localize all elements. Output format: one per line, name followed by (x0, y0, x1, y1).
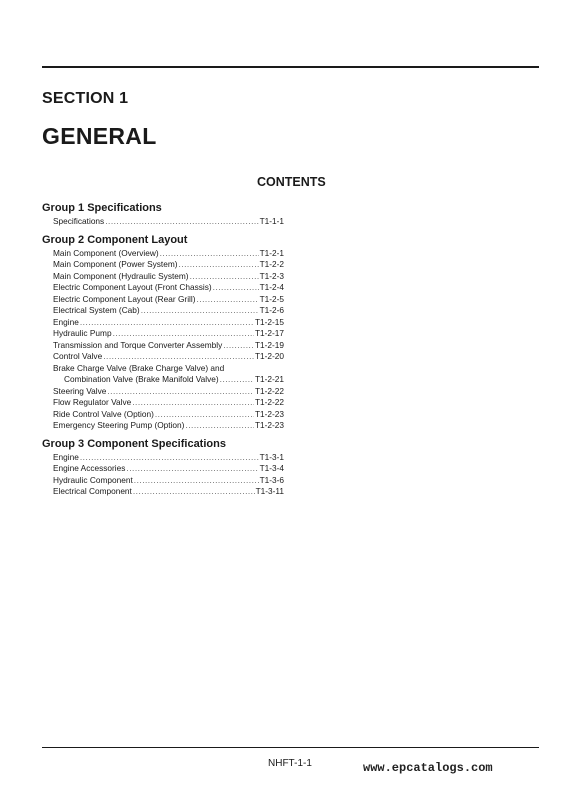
toc-entry-page: T1-1-1 (259, 216, 284, 226)
toc-entry-label-line1[interactable]: Brake Charge Valve (Brake Charge Valve) and (53, 362, 225, 373)
toc-entry[interactable] (42, 351, 284, 363)
toc-entry-page: T1-3-6 (259, 474, 284, 485)
toc-entry-page: T1-2-15 (254, 316, 284, 327)
toc-entry-label: Specifications (53, 216, 105, 226)
toc-entry-page: T1-2-20 (254, 351, 284, 361)
toc-entry-label: Main Component (Overview) (53, 247, 159, 258)
watermark: www.epcatalogs.com (363, 761, 493, 775)
toc-entry-page: T1-2-4 (259, 282, 284, 292)
toc-entry[interactable] (42, 386, 284, 398)
toc-entry[interactable] (42, 317, 284, 329)
toc-entry-label: Electrical Component (53, 486, 132, 496)
leader-dots (107, 386, 254, 398)
leader-dots (190, 271, 259, 283)
toc-entry-label: Electric Component Layout (Rear Grill) (53, 293, 196, 304)
toc-entry[interactable] (42, 248, 284, 260)
toc-entry-label: Ride Control Valve (Option) (53, 408, 154, 419)
toc-entry[interactable] (42, 486, 284, 498)
leader-dots (185, 420, 254, 432)
toc-entry-label: Electrical System (Cab) (53, 305, 140, 315)
toc-entry-label: Hydraulic Pump (53, 328, 112, 338)
leader-dots (223, 340, 254, 352)
toc-entry-page: T1-2-6 (259, 305, 284, 315)
toc-entry[interactable] (42, 294, 284, 306)
toc-entry-label: Combination Valve (Brake Manifold Valve) (64, 374, 219, 384)
toc-entry-label: Main Component (Power System) (53, 259, 178, 269)
toc-entry-label: Flow Regulator Valve (53, 397, 132, 407)
toc-entry-page: T1-2-22 (254, 385, 284, 396)
toc-entry-page: T1-3-4 (259, 463, 284, 473)
toc-entry-label: Steering Valve (53, 385, 107, 396)
toc-entry[interactable] (42, 420, 284, 432)
toc-entry-label: Engine (53, 316, 79, 327)
leader-dots (132, 397, 254, 409)
toc-entry-label: Engine (53, 451, 79, 462)
group-title: Group 3 Component Specifications (42, 437, 226, 450)
toc-entry-page: T1-2-21 (254, 374, 284, 384)
toc-entry-page: T1-2-23 (254, 408, 284, 419)
toc-entry-page: T1-3-1 (259, 451, 284, 462)
toc-entry[interactable] (42, 409, 284, 421)
leader-dots (134, 475, 259, 487)
leader-dots (160, 248, 259, 260)
toc-entry-label: Main Component (Hydraulic System) (53, 270, 189, 281)
toc-entry[interactable] (42, 259, 284, 271)
leader-dots (133, 486, 255, 498)
toc-entry-page: T1-2-17 (254, 328, 284, 338)
leader-dots (213, 282, 259, 294)
leader-dots (155, 409, 254, 421)
group-title: Group 2 Component Layout (42, 233, 188, 246)
section-label: SECTION 1 (42, 90, 129, 107)
toc-entry[interactable] (42, 452, 284, 464)
toc-entry[interactable] (42, 374, 284, 386)
toc-entry[interactable] (42, 340, 284, 352)
toc-entry[interactable] (42, 475, 284, 487)
leader-dots (126, 463, 258, 475)
toc-entry[interactable] (42, 282, 284, 294)
toc-entry-label: Engine Accessories (53, 463, 126, 473)
toc-entry[interactable] (42, 305, 284, 317)
leader-dots (80, 452, 259, 464)
toc-entry[interactable] (42, 271, 284, 283)
toc-entry-label: Hydraulic Component (53, 474, 133, 485)
leader-dots (220, 374, 254, 386)
toc-entry-page: T1-2-19 (254, 339, 284, 350)
section-title: GENERAL (42, 123, 157, 149)
toc-entry[interactable] (42, 328, 284, 340)
page-number: NHFT-1-1 (268, 758, 312, 769)
bottom-divider (42, 747, 539, 748)
toc-entry-page: T1-2-23 (254, 420, 284, 430)
toc-entry-label: Electric Component Layout (Front Chassis) (53, 282, 212, 292)
toc-entry-page: T1-2-22 (254, 397, 284, 407)
toc-entry-label: Control Valve (53, 351, 103, 361)
toc-entry-label: Emergency Steering Pump (Option) (53, 420, 185, 430)
leader-dots (179, 259, 259, 271)
leader-dots (141, 305, 259, 317)
toc-entry-page: T1-2-1 (259, 247, 284, 258)
top-divider (42, 66, 539, 68)
leader-dots (113, 328, 254, 340)
leader-dots (80, 317, 254, 329)
leader-dots (105, 216, 258, 228)
contents-heading: CONTENTS (257, 175, 326, 189)
leader-dots (196, 294, 258, 306)
toc-entry[interactable] (42, 463, 284, 475)
table-of-contents (42, 200, 284, 498)
toc-entry-page: T1-2-3 (259, 270, 284, 281)
leader-dots (103, 351, 254, 363)
toc-entry-page: T1-3-11 (255, 486, 284, 496)
group-title: Group 1 Specifications (42, 202, 162, 214)
toc-entry-page: T1-2-5 (259, 293, 284, 304)
toc-entry[interactable] (42, 397, 284, 409)
toc-entry-label: Transmission and Torque Converter Assembly (53, 339, 223, 350)
toc-entry[interactable] (42, 216, 284, 228)
toc-entry-page: T1-2-2 (259, 259, 284, 269)
